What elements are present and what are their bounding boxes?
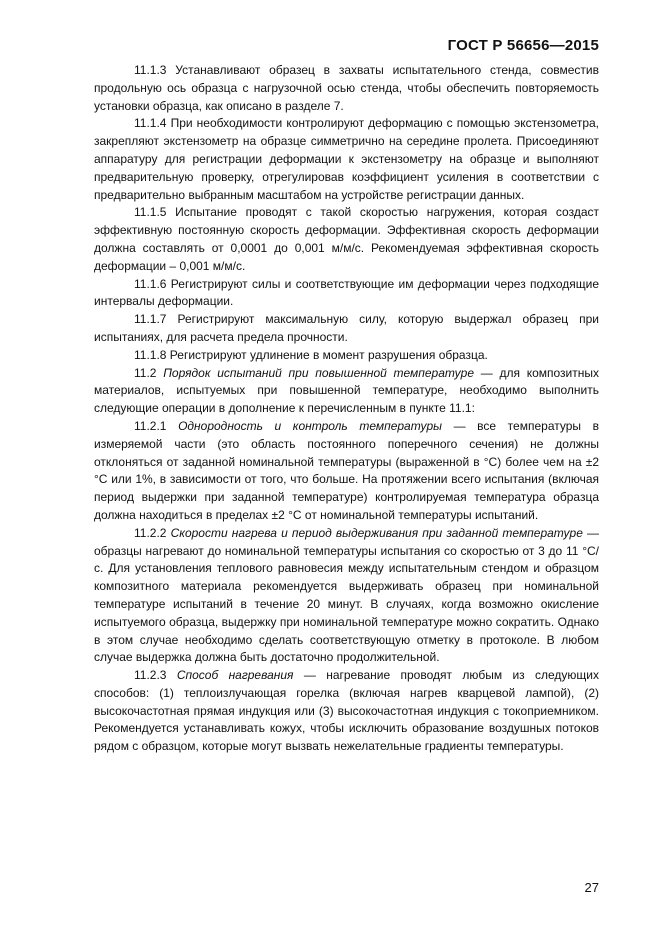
clause-title: Способ нагревания	[176, 668, 294, 683]
clause-title: Порядок испытаний при повышенной температуре	[163, 365, 474, 380]
paragraph-11-2	[94, 365, 599, 418]
clause-text: — нагревание проводят любым из следующих способов: (1) теплоизлучающая горелка (включая нагрев кварцевой лампой), (2) высокочастотная прямая индукция или (3) высокочастотная индукция с токоприемником. Рекомендуется устанавливать кожух, чтобы исключить образование воздушных потоков рядом с образцом, которые могут вызвать нежелательные градиенты температуры.	[94, 668, 599, 754]
clause-text: — для композитных материалов, испытуемых при повышенной температуре, необходимо выполнить следующие операции в дополнение к перечисленным в пункте 11.1:	[94, 365, 599, 416]
paragraph-11-1-5: 11.1.5 Испытание проводят с такой скоростью нагружения, которая создаст эффективную постоянную скорость деформации. Эффективная скорость деформации должна составлять от 0,0001 до 0,001 м/м/с. Рекомендуемая эффективная скорость деформации – 0,001 м/м/с.	[94, 205, 599, 273]
paragraph-11-1-8: 11.1.8 Регистрируют удлинение в момент разрушения образца.	[134, 347, 488, 362]
page-number: 27	[584, 880, 599, 895]
paragraph-11-1-6: 11.1.6 Регистрируют силы и соответствующие им деформации через подходящие интервалы деформации.	[94, 276, 599, 309]
clause-text: — образцы нагревают до номинальной температуры испытания со скоростью от 3 до 11 °C/с. Для установления теплового равновесия между испытательным стендом и образцом композитного материала рекомендуется выдерживать образец при номинальной температуре испытаний в течение 20 минут. В случаях, когда возможно окисление испытуемого образца, выдержку при номинальной температуре можно сократить. Однако в этом случае необходимо сделать соответствующую отметку в протоколе. В любом случае выдержка должна быть достаточно продолжительной.	[94, 525, 600, 665]
paragraph-11-2-2	[94, 525, 599, 667]
clause-title: Однородность и контроль температуры	[178, 418, 442, 433]
paragraph-11-1-3: 11.1.3 Устанавливают образец в захваты испытательного стенда, совместив продольную ось образца с нагрузочной осью стенда, чтобы обеспечить повторяемость установки образца, как описано в разделе 7.	[94, 63, 599, 113]
clause-title: Скорости нагрева и период выдерживания при заданной температуре	[170, 525, 583, 540]
clause-number: 11.2	[134, 365, 157, 380]
clause-number: 11.2.1	[134, 418, 167, 433]
paragraph-11-1-4: 11.1.4 При необходимости контролируют деформацию с помощью экстензометра, закрепляют экстензометр на образце симметрично на середине пролета. Присоединяют аппаратуру для регистрации деформации к экстензометру на образце и выполняют предварительную проверку, отрегулировав коэффициент усиления в соответствии с предварительно выбранным масштабом на устройстве регистрации данных.	[94, 116, 599, 202]
document-id-header: ГОСТ Р 56656—2015	[447, 37, 599, 54]
clause-number: 11.2.3	[134, 668, 167, 683]
paragraph-11-2-3	[94, 667, 599, 756]
clause-number: 11.2.2	[134, 525, 167, 540]
paragraph-11-1-7: 11.1.7 Регистрируют максимальную силу, которую выдержал образец при испытаниях, для расчета предела прочности.	[94, 312, 599, 344]
document-body	[94, 62, 599, 756]
paragraph-11-2-1	[94, 418, 599, 525]
clause-text: — все температуры в измеряемой части (это область постоянного поперечного сечения) не должны отклоняться от заданной номинальной температуры (выраженной в °C) более чем на ±2 °C или 1%, в зависимости от того, что больше. На протяжении всего испытания (включая период выдержки при заданной температуре) контролируемая температура образца должна находиться в пределах ±2 °C от номинальной температуры испытаний.	[94, 418, 599, 522]
